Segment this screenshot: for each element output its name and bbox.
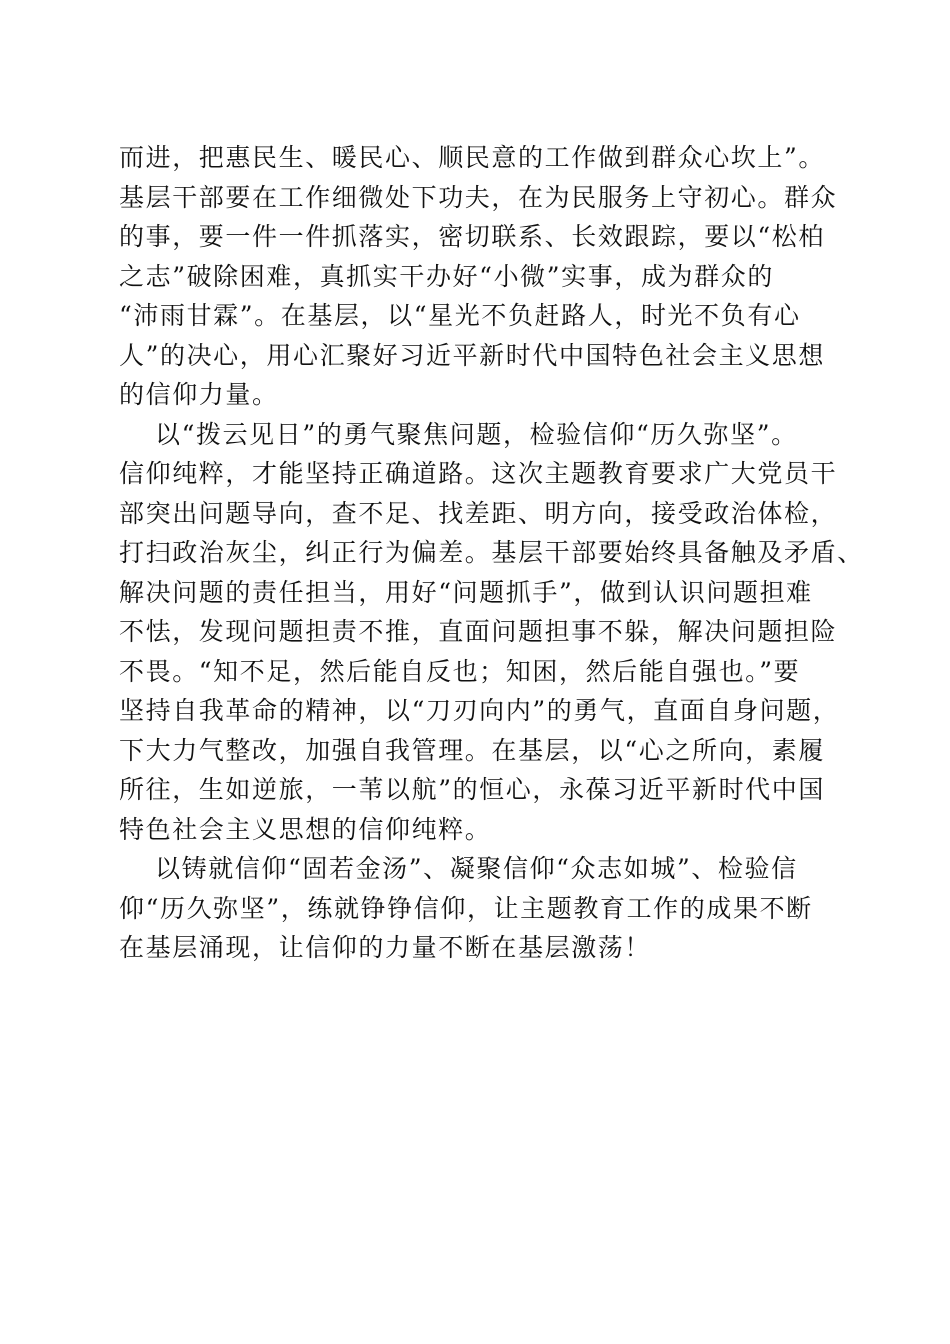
text-line: 仰“历久弥坚”，练就铮铮信仰，让主题教育工作的成果不断 — [119, 893, 813, 923]
paragraph-first-line: 以“拨云见日”的勇气聚焦问题，检验信仰“历久弥坚”。 — [155, 419, 798, 449]
text-line: 解决问题的责任担当，用好“问题抓手”，做到认识问题担难 — [119, 577, 813, 607]
text-line: 人”的决心，用心汇聚好习近平新时代中国特色社会主义思想 — [119, 340, 825, 370]
text-line: 信仰纯粹，才能坚持正确道路。这次主题教育要求广大党员干 — [119, 459, 838, 488]
text-line: 在基层涌现，让信仰的力量不断在基层激荡！ — [119, 933, 652, 962]
text-line: 的信仰力量。 — [119, 380, 279, 409]
text-line: 不怯，发现问题担责不推，直面问题担事不躲，解决问题担险 — [119, 617, 838, 646]
text-line: 不畏。“知不足，然后能自反也；知困，然后能自强也。”要 — [119, 656, 801, 686]
paragraph-first-line: 以铸就信仰“固若金汤”、凝聚信仰“众志如城”、检验信 — [155, 854, 798, 883]
text-line: 打扫政治灰尘，纠正行为偏差。基层干部要始终具备触及矛盾、 — [119, 538, 864, 567]
document-body — [119, 138, 864, 968]
text-line: 所往，生如逆旅，一苇以航”的恒心，永葆习近平新时代中国 — [119, 775, 825, 804]
text-line: 而进，把惠民生、暖民心、顺民意的工作做到群众心坎上”。 — [119, 143, 825, 172]
text-line: 特色社会主义思想的信仰纯粹。 — [119, 814, 492, 844]
text-line: 坚持自我革命的精神，以“刀刃向内”的勇气，直面自身问题， — [119, 696, 840, 725]
text-line: 下大力气整改，加强自我管理。在基层，以“心之所向，素履 — [119, 735, 825, 765]
text-line: 之志”破除困难，真抓实干办好“小微”实事，成为群众的 — [119, 261, 774, 291]
text-line: 基层干部要在工作细微处下功夫，在为民服务上守初心。群众 — [119, 182, 838, 212]
text-line: “沛雨甘霖”。在基层，以“星光不负赶路人，时光不负有心 — [119, 301, 801, 330]
text-line: 的事，要一件一件抓落实，密切联系、长效跟踪，要以“松柏 — [119, 222, 825, 251]
text-line: 部突出问题导向，查不足、找差距、明方向，接受政治体检， — [119, 498, 838, 528]
